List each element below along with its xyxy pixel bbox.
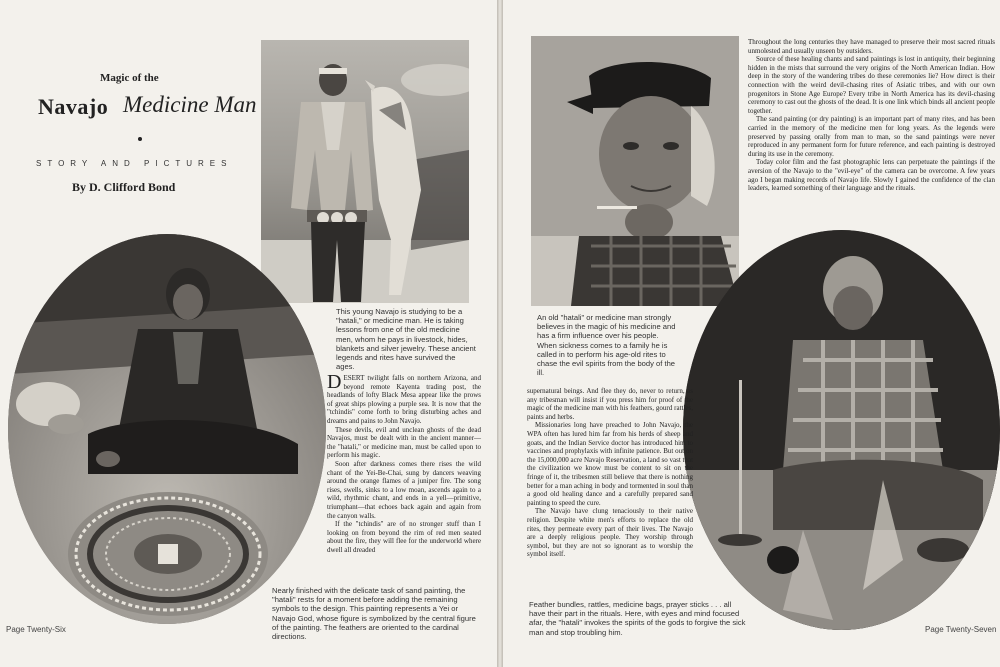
caption-hatali-feathers: Feather bundles, rattles, medicine bags, prayer sticks . . . all have their part in the rituals. Here, with eyes and mind focused afar, the "hatali" invokes the spirits of the gods to forgive the sick man and stop troubling him.: [529, 600, 746, 637]
body-text-column-left: [327, 371, 481, 554]
body-paragraph-1: ESERT twilight falls on northern Arizona, and beyond remote Kayenta trading post, the headlands of lofty Black Mesa appear like the prows of great ships plowing a purple sea. It is now that the "tchindis" come forth to bring disturbing aches and dreams and pains to John Navajo.: [327, 374, 481, 425]
photo-hatali-feathers-oval: [683, 230, 1000, 630]
drop-cap: D: [327, 371, 342, 393]
title-script: Medicine Man: [123, 92, 257, 117]
photo-old-hatali: [531, 36, 739, 306]
body-right-paragraph-7: The Navajo have clung tenaciously to their native religion. Despite white men's efforts to replace the old rites, they permeate every part of their lives. The Navajo are a deeply religious people. They worship through symbol, but they are not so ignorant as to worship the symbol itself.: [527, 507, 693, 559]
right-page: [503, 0, 1000, 667]
body-right-paragraph-5: supernatural beings. And flee they do, never to return, as any tribesman will insist if you press him for proof of the magic of the medicine man with his feathers, gourd rattles, paints and herbs.: [527, 387, 693, 421]
title-main: Navajo: [38, 94, 109, 119]
body-text-right-middle: [527, 387, 693, 559]
body-right-paragraph-4: Today color film and the fast photographic lens can perpetuate the paintings if the aversion of the Navajo to the "evil-eye" of the camera can be overcome. A few years ago I began making records of Navajo life. Slowly I gained the confidence of the clan leaders, learned something of their language and the rituals.: [748, 158, 995, 193]
body-paragraph-3: Soon after darkness comes there rises the wild chant of the Yei-Be-Chai, sung by dancers weaving around the orange flames of a juniper fire. The song rises, swells, sinks to a low moan, ascends again to a wild, rhythmic chant, and ends in a yell—primitive, triumphant—that echoes back again and again from the canyon walls.: [327, 459, 481, 520]
body-text-right-top: [748, 38, 995, 193]
body-right-paragraph-6: Missionaries long have preached to John Navajo, the WPA often has lured him far from his herds of sheep and goats, and the Indian Service doctor has introduced him to vaccines and prophylaxis with infinite patience. But out on the 15,000,000 acre Navajo Reservation, a land so vast that the civilization we know must be content to sit on the fringe of it, the tribesmen still believe that there is nothing better for a man aching in body and tormented in soul than a good old healing dance and a carefully prepared sand painting to speed the cure.: [527, 421, 694, 507]
body-right-paragraph-1: Throughout the long centuries they have managed to preserve their most sacred rituals unmolested and usually unseen by outsiders.: [748, 38, 995, 55]
body-paragraph-4: If the "tchindis" are of no stronger stuff than I looking on from beyond the rim of red men seated about the fire, they will flee for the underworld where dwell all dreaded: [327, 520, 481, 554]
body-right-paragraph-3: The sand painting (or dry painting) is an important part of many rites, and has been carried in the memory of the medicine men for long years. As the legends were preserved by passing orally from man to man, so the sand paintings were never reproduced in any permanent form for future reference, and each painting is destroyed during its use in the ceremony.: [748, 115, 995, 158]
page-number-right: Page Twenty-Seven: [925, 625, 997, 634]
body-paragraph-2: These devils, evil and unclean ghosts of the dead Navajos, must be dealt with in the ancient manner—the "hatali," or medicine man, must be called upon to perform his magic.: [327, 425, 481, 460]
page-number-left: Page Twenty-Six: [6, 625, 66, 634]
caption-young-navajo: This young Navajo is studying to be a "hatali," or medicine man. He is taking lessons from one of the old medicine men, whom he pays in livestock, hides, blankets and silver jewelry. These ancient legends and rites have survived the ages.: [336, 307, 476, 372]
left-page: [0, 0, 497, 667]
body-right-paragraph-2: Source of these healing chants and sand paintings is lost in antiquity, their beginning hidden in the mists that surround the very origins of the North American Indian. How deep in the story of the wandering tribes do these ceremonies lie? How direct is their connection with the weird devil-chasing rites of Asiatic tribes, and with our own progenitors in Stone Age Europe? Every tribe in North America has its devil-chasing ceremony to cast out the ghosts of the dead. It is one link which binds all ancient people together.: [748, 55, 995, 115]
title-kicker: Magic of the: [100, 72, 159, 84]
caption-old-hatali: An old "hatali" or medicine man strongly believes in the magic of his medicine and has a firm influence over his people. When sickness comes to a family he is called in to perform his age-old rites to chase the evil spirits from the body of the ill.: [537, 313, 676, 378]
caption-sand-painting: Nearly finished with the delicate task of sand painting, the "hatali" rests for a moment before adding the remaining symbols to the design. This painting represents a Yei or Navajo God, whose figure is symbolized by the central figure of the painting. The feathers are oriented to the cardinal directions.: [272, 586, 476, 642]
byline: By D. Clifford Bond: [72, 180, 176, 194]
photo-sand-painting-oval: [8, 234, 326, 624]
story-line: STORY AND PICTURES: [36, 159, 233, 168]
title-bullet: [138, 137, 142, 141]
photo-young-navajo-horse: [261, 40, 469, 303]
